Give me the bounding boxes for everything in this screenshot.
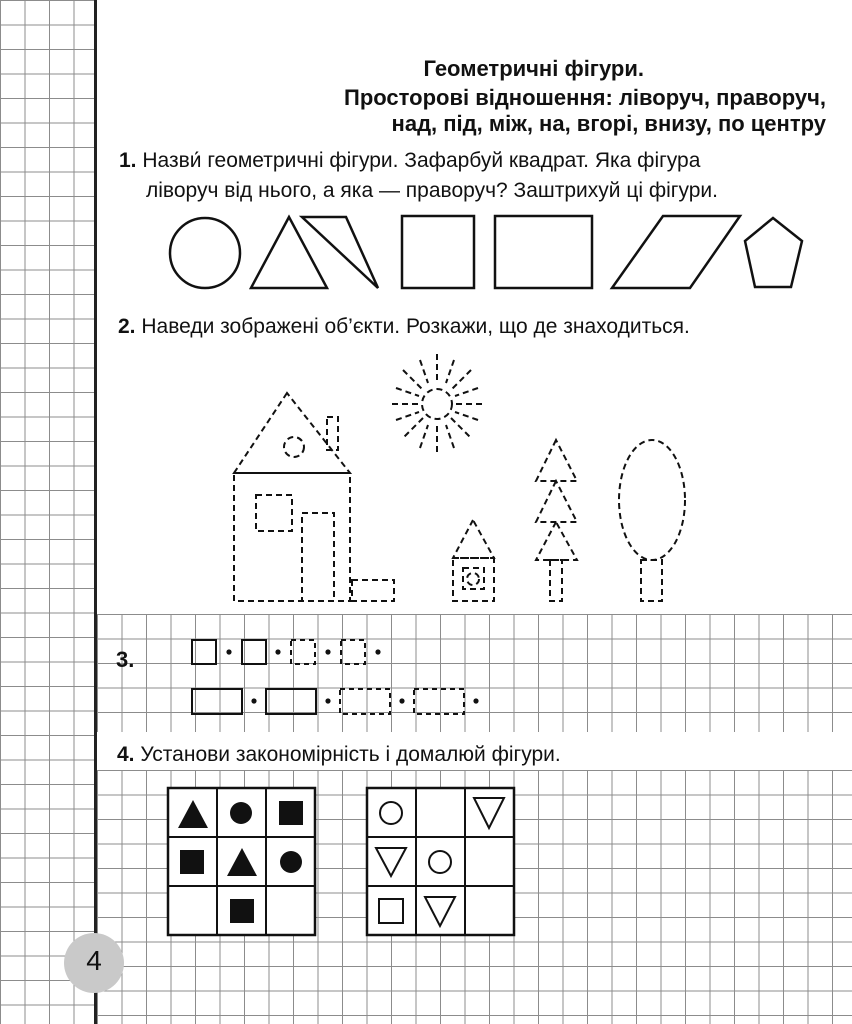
house-large bbox=[234, 393, 394, 601]
circle-shape bbox=[170, 218, 240, 288]
sun bbox=[392, 354, 482, 456]
page-title-line2: Просторові відношення: ліворуч, праворуч, bbox=[344, 85, 826, 110]
rectangle-shape bbox=[495, 216, 592, 288]
fir-tree bbox=[536, 440, 577, 601]
task4-text: Установи закономірність і домалюй фігури. bbox=[140, 743, 561, 766]
deciduous-tree bbox=[619, 440, 685, 601]
task3-pattern bbox=[192, 640, 479, 714]
page-number: 4 bbox=[86, 945, 102, 976]
task4-number: 4. bbox=[117, 743, 135, 766]
task1-text-line2: ліворуч від нього, а яка — праворуч? Заштрихуй ці фігури. bbox=[146, 179, 718, 202]
pattern-table-left bbox=[168, 788, 315, 935]
square-shape bbox=[402, 216, 474, 288]
task3-number: 3. bbox=[116, 647, 135, 672]
page-title-line1: Геометричні фігури. bbox=[423, 56, 644, 81]
page-title-line3: над, під, між, на, вгорі, внизу, по центру bbox=[391, 111, 826, 136]
parallelogram-shape bbox=[612, 216, 740, 288]
right-triangle-shape bbox=[302, 217, 378, 288]
pentagon-shape bbox=[745, 218, 802, 287]
task1-text-line1: Назви́ геометричні фігури. Зафарбуй квадрат. Яка фігура bbox=[142, 149, 701, 172]
pattern-table-right bbox=[367, 788, 514, 935]
task2-text: Наведи зображені об’єкти. Розкажи, що де знаходиться. bbox=[141, 315, 690, 338]
task1-number: 1. bbox=[119, 149, 137, 172]
triangle-shape bbox=[251, 217, 327, 288]
house-small bbox=[453, 520, 494, 601]
task2-number: 2. bbox=[118, 315, 136, 338]
